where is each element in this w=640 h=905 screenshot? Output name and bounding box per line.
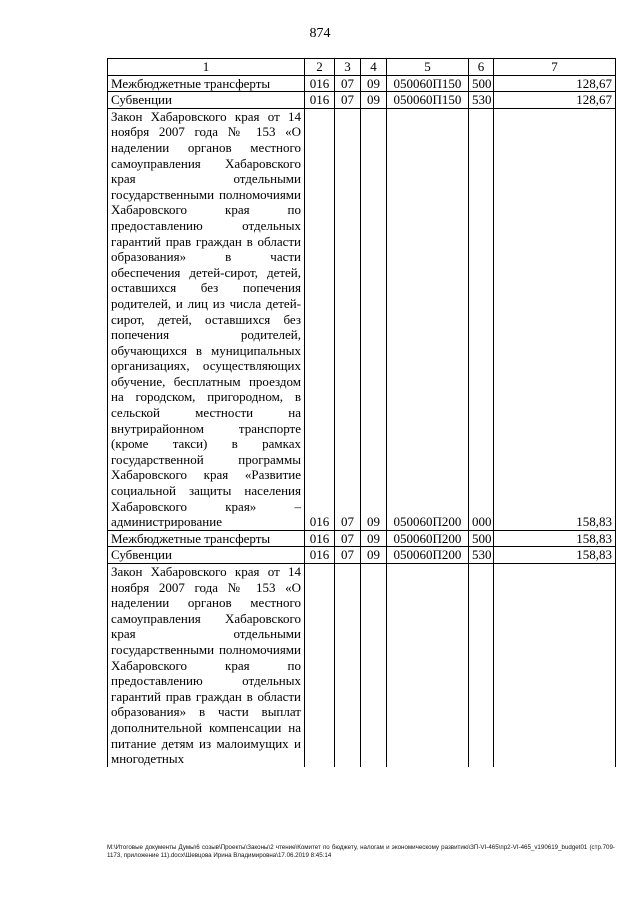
table-row: [108, 564, 616, 767]
header-cell: 2: [305, 59, 335, 76]
cell-ministry: 016: [305, 75, 335, 92]
cell-target-article: 050060П200: [387, 547, 469, 564]
cell-subsection: [361, 564, 387, 767]
table-row: [108, 75, 616, 92]
header-cell: 5: [387, 59, 469, 76]
cell-subsection: 09: [361, 92, 387, 109]
cell-amount: [494, 564, 616, 767]
cell-target-article: [387, 564, 469, 767]
header-cell: 6: [469, 59, 494, 76]
cell-ministry: 016: [305, 108, 335, 530]
cell-target-article: 050060П150: [387, 92, 469, 109]
cell-section: 07: [335, 75, 361, 92]
cell-subsection: 09: [361, 530, 387, 547]
cell-ministry: 016: [305, 92, 335, 109]
table-row: [108, 547, 616, 564]
row-name: [108, 108, 305, 530]
cell-section: [335, 564, 361, 767]
cell-ministry: [305, 564, 335, 767]
cell-expense-type: 530: [469, 92, 494, 109]
header-cell: 4: [361, 59, 387, 76]
row-name: [108, 564, 305, 767]
row-name: Субвенции: [108, 547, 305, 564]
cell-expense-type: 500: [469, 530, 494, 547]
cell-target-article: 050060П150: [387, 75, 469, 92]
cell-subsection: 09: [361, 108, 387, 530]
cell-ministry: 016: [305, 547, 335, 564]
cell-section: 07: [335, 530, 361, 547]
cell-amount: 128,67: [494, 92, 616, 109]
cell-section: 07: [335, 547, 361, 564]
row-name-text: Закон Хабаровского края от 14 ноября 2007 года № 153 «О наделении органов местного самоуправления Хабаровского края отдельными государственными полномочиями Хабаровского края по предоставлению отдельных гарантий прав граждан в области образования» в части обеспечения детей-сирот, детей, оставшихся без попечения родителей, и лиц из числа детей-сирот, детей, оставшихся без попечения родителей, обучающихся в муниципальных организациях, осуществляющих обучение, бесплатным проездом на городском, пригородном, в сельской местности на внутрирайонном транспорте (кроме такси) в рамках государственной программы Хабаровского края «Развитие социальной защиты населения Хабаровского края» – администрирование: [111, 108, 301, 530]
cell-target-article: 050060П200: [387, 108, 469, 530]
cell-amount: 128,67: [494, 75, 616, 92]
table-row: [108, 92, 616, 109]
row-name: Межбюджетные трансферты: [108, 530, 305, 547]
row-name: Межбюджетные трансферты: [108, 75, 305, 92]
row-name-text: Закон Хабаровского края от 14 ноября 2007 года № 153 «О наделении органов местного самоуправления Хабаровского края отдельными государственными полномочиями Хабаровского края по предоставлению отдельных гарантий прав граждан в области образования» в части выплат дополнительной компенсации на питание детям из малоимущих и многодетных: [111, 564, 301, 767]
cell-expense-type: 000: [469, 108, 494, 530]
row-name: Субвенции: [108, 92, 305, 109]
table-row: [108, 530, 616, 547]
cell-subsection: 09: [361, 547, 387, 564]
cell-section: 07: [335, 108, 361, 530]
cell-expense-type: [469, 564, 494, 767]
page-number: 874: [309, 26, 331, 41]
cell-amount: 158,83: [494, 530, 616, 547]
cell-amount: 158,83: [494, 108, 616, 530]
cell-amount: 158,83: [494, 547, 616, 564]
cell-target-article: 050060П200: [387, 530, 469, 547]
budget-table: [107, 58, 616, 767]
header-cell: 7: [494, 59, 616, 76]
cell-subsection: 09: [361, 75, 387, 92]
document-path-footer: М:\Итоговые документы Думы\6 созыв\Проекты\Законы\2 чтение\Комитет по бюджету, налогам и экономическому развитию\ЗП-VI-465\пр2-VI-465_v190619_budget01 (стр.709-1173, приложение 11).docx\Шевцова Ирина Владимировна\17.06.2019 8:45:14: [107, 844, 615, 859]
cell-ministry: 016: [305, 530, 335, 547]
cell-expense-type: 500: [469, 75, 494, 92]
table-row: [108, 108, 616, 530]
cell-section: 07: [335, 92, 361, 109]
cell-expense-type: 530: [469, 547, 494, 564]
header-cell: 1: [108, 59, 305, 76]
header-cell: 3: [335, 59, 361, 76]
table-header-row: [108, 59, 616, 76]
